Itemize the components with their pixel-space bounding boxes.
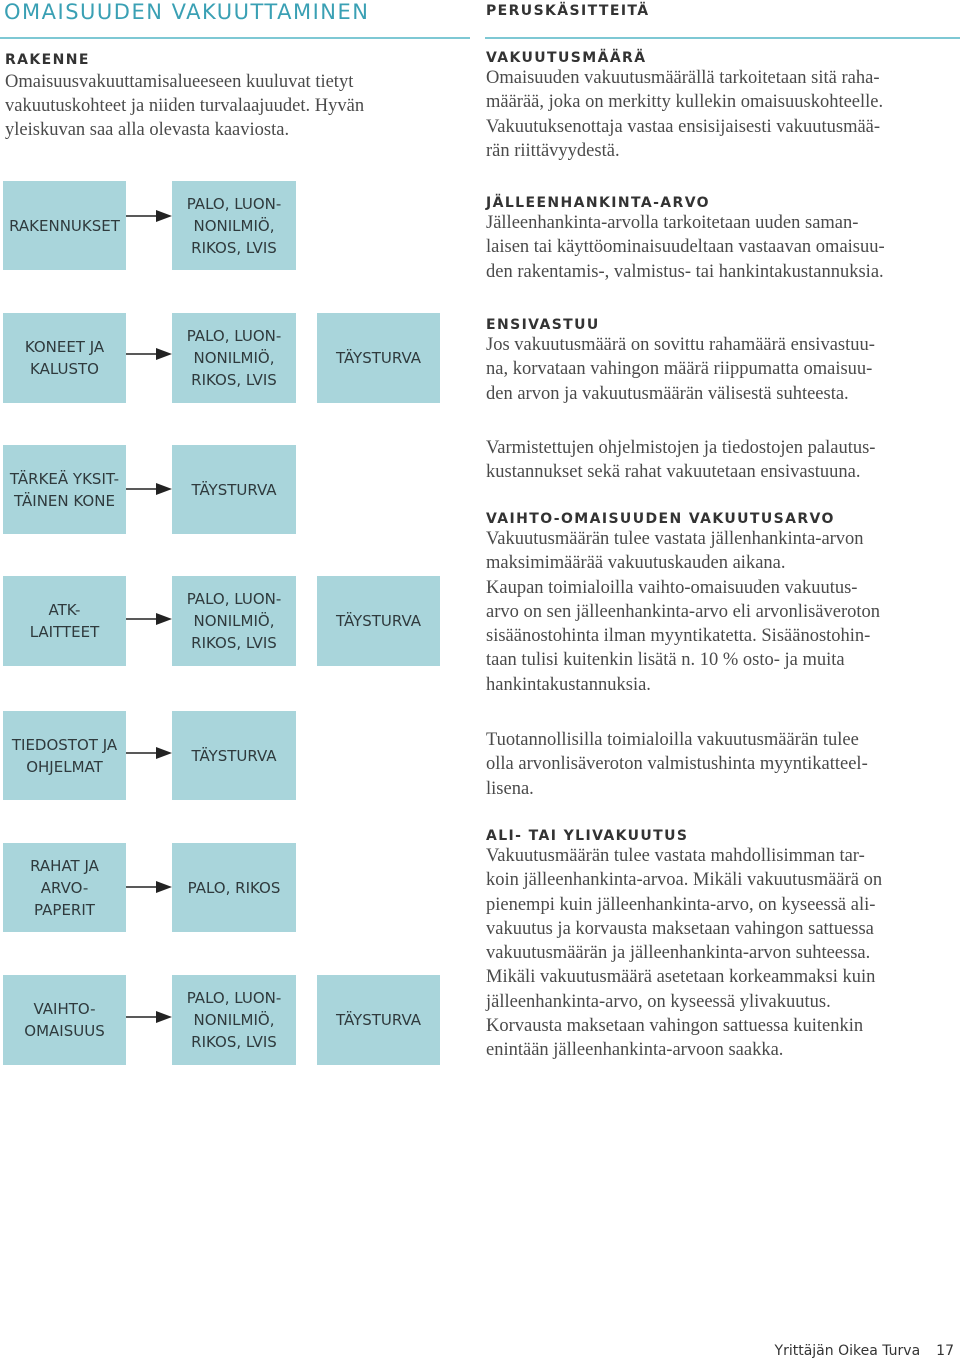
right-title: PERUSKÄSITTEITÄ — [486, 3, 650, 19]
concept-text: Tuotannollisilla toimialoilla vakuutusmäärän tulee olla arvonlisäveroton valmistushinta myyntikatteel- lisena. — [486, 730, 868, 799]
diagram-item: TÄRKEÄ YKSIT- TÄINEN KONE — [3, 445, 126, 534]
concept-section — [486, 195, 956, 284]
concept-heading: VAIHTO-OMAISUUDEN VAKUUTUSARVO — [486, 511, 835, 527]
concept-section — [486, 511, 956, 697]
diagram-coverage: PALO, LUON- NONILMIÖ, RIKOS, LVIS — [172, 975, 296, 1065]
concept-text: Vakuutusmäärän tulee vastata jällenhankinta-arvon maksimimäärää vakuutuskauden aikana. Kaupan toimialoilla vaihto-omaisuuden vakuutus- arvo on sen jälleenhankinta-arvo eli arvonlisäveroton sisäänostohinta ilman myyntikatetta. Sisäänostohin- taan tulisi kuitenkin lisätä n. 10 % osto- ja muita hankintakustannuksia. — [486, 529, 881, 695]
concept-heading: VAKUUTUSMÄÄRÄ — [486, 50, 647, 66]
arrow-icon — [126, 482, 172, 496]
diagram-item: KONEET JA KALUSTO — [3, 313, 126, 403]
page-title: OMAISUUDEN VAKUUTTAMINEN — [4, 0, 370, 24]
concept-section — [486, 50, 956, 163]
concept-text: Jälleenhankinta-arvolla tarkoitetaan uuden saman- laisen tai käyttöominaisuudeltaan vastaavan omaisuu- den rakentamis-, valmistus- tai hankintakustannuksia. — [486, 213, 885, 282]
concept-paragraph — [486, 728, 956, 801]
concept-heading: ENSIVASTUU — [486, 317, 600, 333]
title-divider — [0, 37, 470, 39]
diagram-coverage: PALO, LUON- NONILMIÖ, RIKOS, LVIS — [172, 181, 296, 270]
page-footer — [775, 1343, 954, 1359]
diagram-item: ATK- LAITTEET — [3, 576, 126, 666]
arrow-icon — [126, 1010, 172, 1024]
arrow-icon — [126, 880, 172, 894]
concept-heading: JÄLLEENHANKINTA-ARVO — [486, 195, 710, 211]
diagram-item: TIEDOSTOT JA OHJELMAT — [3, 711, 126, 800]
right-title-divider — [485, 37, 960, 39]
diagram-coverage: PALO, LUON- NONILMIÖ, RIKOS, LVIS — [172, 313, 296, 403]
concept-text: Jos vakuutusmäärä on sovittu rahamäärä ensivastuu- na, korvataan vahingon määrä riippumatta omaisuu- den arvon ja vakuutusmäärän välisestä suhteesta. — [486, 335, 875, 404]
footer-publication: Yrittäjän Oikea Turva — [774, 1343, 921, 1359]
concept-section — [486, 317, 956, 406]
page-number: 17 — [936, 1343, 954, 1359]
diagram-extra-coverage: TÄYSTURVA — [317, 313, 440, 403]
arrow-icon — [126, 347, 172, 361]
diagram-item: VAIHTO- OMAISUUS — [3, 975, 126, 1065]
concept-text: Vakuutusmäärän tulee vastata mahdollisimman tar- koin jälleenhankinta-arvoa. Mikäli vakuutusmäärä on pienempi kuin jälleenhankinta-arvo, on kyseessä ali- vakuutus ja korvausta maksetaan vahingon sattuessa vakuutusmäärän ja jälleenhankinta-arvon suhteessa. Mikäli vakuutusmäärä asetetaan korkeammaksi kuin jälleenhankinta-arvo, on kyseessä ylivakuutus. Korvausta maksetaan vahingon sattuessa kuitenkin enintään jälleenhankinta-arvoon saakka. — [486, 846, 883, 1061]
diagram-coverage: TÄYSTURVA — [172, 445, 296, 534]
diagram-extra-coverage: TÄYSTURVA — [317, 975, 440, 1065]
diagram-extra-coverage: TÄYSTURVA — [317, 576, 440, 666]
diagram-coverage: TÄYSTURVA — [172, 711, 296, 800]
diagram-item: RAHAT JA ARVO- PAPERIT — [3, 843, 126, 932]
diagram-coverage: PALO, LUON- NONILMIÖ, RIKOS, LVIS — [172, 576, 296, 666]
intro-section — [5, 52, 465, 142]
concept-heading: ALI- TAI YLIVAKUUTUS — [486, 828, 689, 844]
concept-text: Varmistettujen ohjelmistojen ja tiedostojen palautus- kustannukset sekä rahat vakuutetaan ensivastuuna. — [486, 438, 876, 483]
concept-paragraph — [486, 436, 956, 485]
diagram-item: RAKENNUKSET — [3, 181, 126, 270]
intro-text: Omaisuusvakuuttamisalueeseen kuuluvat tietyt vakuutuskohteet ja niiden turvalaajuudet. Hyvän yleiskuvan saa alla olevasta kaaviosta. — [5, 72, 365, 140]
arrow-icon — [126, 746, 172, 760]
diagram-coverage: PALO, RIKOS — [172, 843, 296, 932]
concept-section — [486, 828, 956, 1063]
concept-text: Omaisuuden vakuutusmäärällä tarkoitetaan sitä raha- määrää, joka on merkitty kullekin omaisuuskohteelle. Vakuutuksenottaja vastaa ensisijaisesti vakuutusmää- rän riittävyydestä. — [486, 68, 884, 161]
arrow-icon — [126, 612, 172, 626]
section-heading: RAKENNE — [5, 52, 90, 68]
arrow-icon — [126, 209, 172, 223]
